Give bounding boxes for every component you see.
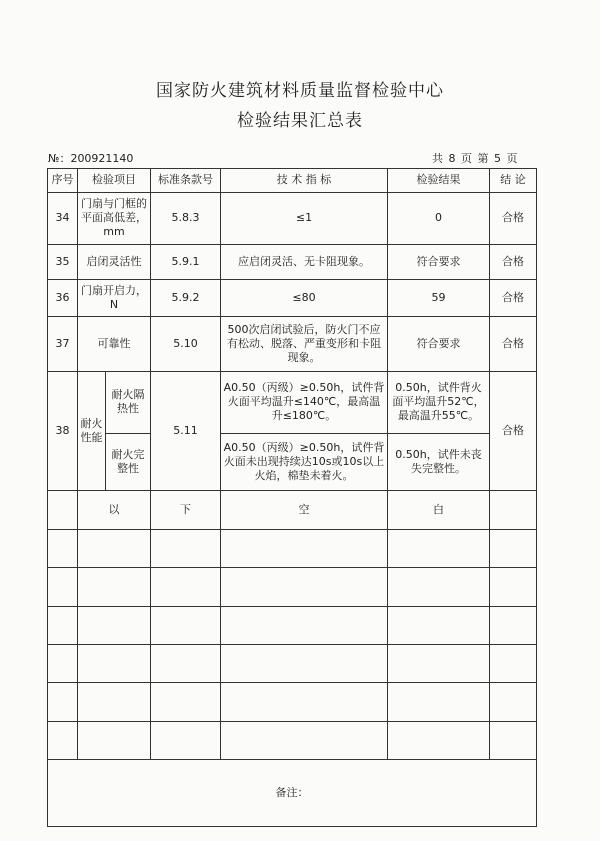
row-seq: 35 [48,244,78,279]
empty-row [48,568,537,606]
row-result: 符合要求 [388,244,490,279]
row-result: 0.50h，试件背火面平均温升52℃，最高温升55℃。 [388,371,490,433]
row-seq: 36 [48,280,78,316]
row-conclusion: 合格 [490,244,537,279]
row-clause: 5.11 [151,371,221,491]
col-result: 检验结果 [388,169,490,193]
table-row [48,280,537,316]
row-spec: A0.50（丙级）≥0.50h，试件背火面未出现持续达10s或10s以上火焰，棉垫未着火。 [221,434,388,491]
row-result: 符合要求 [388,316,490,371]
row-result: 0.50h，试件未丧失完整性。 [388,434,490,491]
row-subitem: 耐火完整性 [106,434,151,491]
table-row [48,192,537,244]
table-row [48,371,537,433]
col-conclusion: 结 论 [490,169,537,193]
row-item: 门扇开启力，N [78,280,151,316]
row-clause: 5.9.1 [151,244,221,279]
row-result: 59 [388,280,490,316]
row-subitem: 耐火隔热性 [106,371,151,433]
blank-marker-row [48,491,537,529]
table-row [48,434,537,491]
note-label: 备注： [48,760,537,827]
table-header-row [48,169,537,193]
row-result: 0 [388,192,490,244]
blank-marker-3: 空 [221,491,388,529]
empty-row [48,721,537,759]
row-conclusion: 合格 [490,316,537,371]
blank-marker-1: 以 [78,491,151,529]
col-spec: 技 术 指 标 [221,169,388,193]
row-clause: 5.9.2 [151,280,221,316]
row-spec: ≤80 [221,280,388,316]
empty-row [48,606,537,644]
row-conclusion: 合格 [490,280,537,316]
table-row [48,244,537,279]
report-number: №：200921140 [48,152,134,165]
results-table [47,168,537,827]
row-conclusion: 合格 [490,371,537,491]
org-title: 国家防火建筑材料质量监督检验中心 [156,81,444,101]
empty-row [48,529,537,567]
row-seq: 34 [48,192,78,244]
col-seq: 序号 [48,169,78,193]
page-title: 检验结果汇总表 [237,111,363,131]
row-item: 可靠性 [78,316,151,371]
row-spec: ≤1 [221,192,388,244]
col-clause: 标准条款号 [151,169,221,193]
row-spec: A0.50（丙级）≥0.50h，试件背火面平均温升≤140℃，最高温升≤180℃。 [221,371,388,433]
row-spec: 应启闭灵活、无卡阻现象。 [221,244,388,279]
empty-row [48,683,537,721]
blank-marker-2: 下 [151,491,221,529]
row-seq: 37 [48,316,78,371]
note-row [48,760,537,827]
col-item: 检验项目 [78,169,151,193]
row-conclusion: 合格 [490,192,537,244]
row-seq: 38 [48,371,78,491]
table-row [48,316,537,371]
row-spec: 500次启闭试验后，防火门不应有松动、脱落、严重变形和卡阻现象。 [221,316,388,371]
blank-marker-4: 白 [388,491,490,529]
row-clause: 5.10 [151,316,221,371]
row-item: 门扇与门框的平面高低差，mm [78,192,151,244]
empty-row [48,645,537,683]
page-info: 共 8 页 第 5 页 [432,152,519,165]
row-group: 耐火性能 [78,371,106,491]
row-clause: 5.8.3 [151,192,221,244]
row-item: 启闭灵活性 [78,244,151,279]
